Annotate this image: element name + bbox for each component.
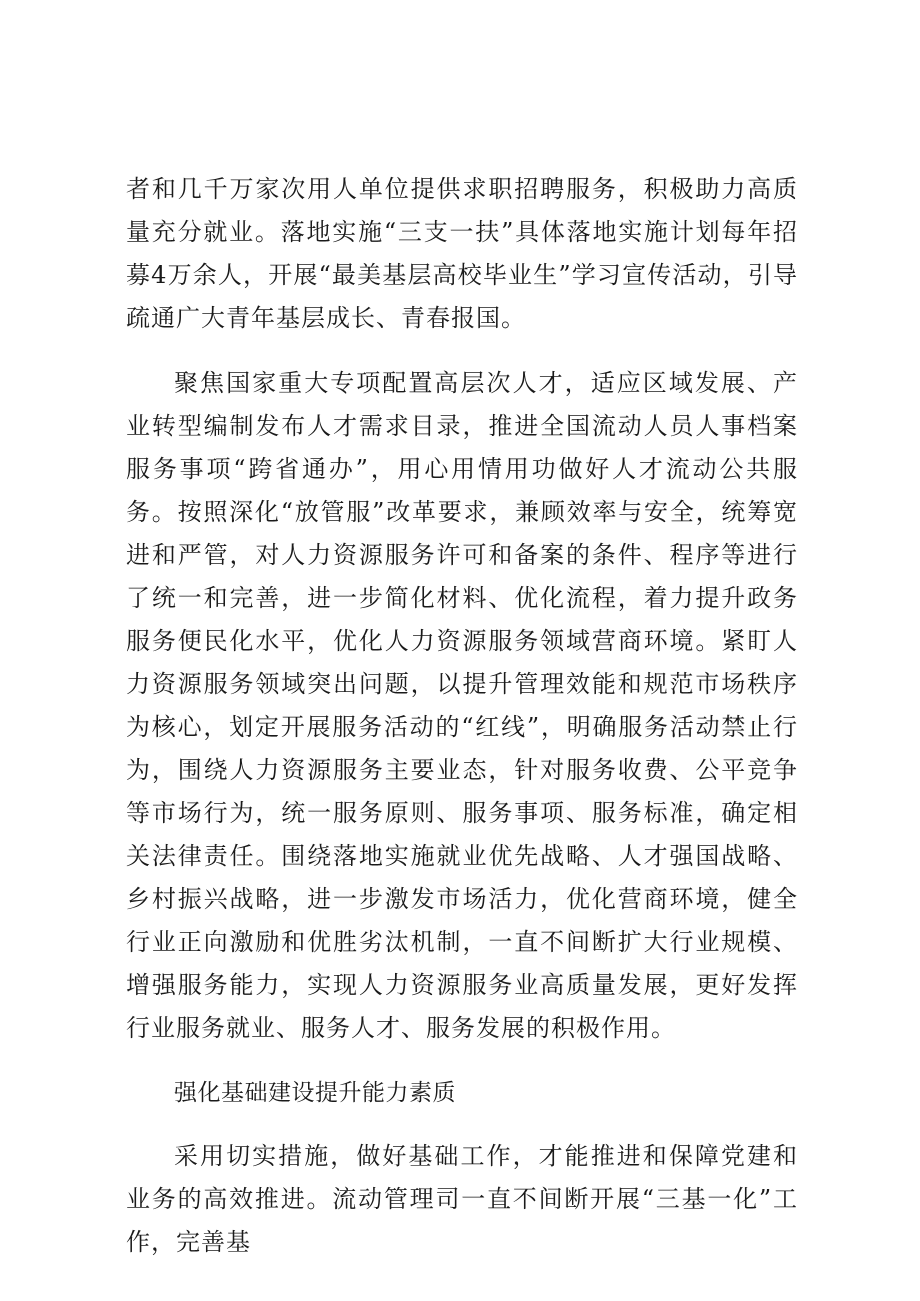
paragraph-foundation-work: 采用切实措施，做好基础工作，才能推进和保障党建和业务的高效推进。流动管理司一直不间断开展“三基一化”工作，完善基 [126, 1142, 798, 1256]
paragraph-talent-services: 聚焦国家重大专项配置高层次人才，适应区域发展、产业转型编制发布人才需求目录，推进全国流动人员人事档案服务事项“跨省通办”，用心用情用功做好人才流动公共服务。按照深化“放管服”改革要求，兼顾效率与安全，统筹宽进和严管，对人力资源服务许可和备案的条件、程序等进行了统一和完善，进一步简化材料、优化流程，着力提升政务服务便民化水平，优化人力资源服务领域营商环境。紧盯人力资源服务领域突出问题，以提升管理效能和规范市场秩序为核心，划定开展服务活动的“红线”，明确服务活动禁止行为，围绕人力资源服务主要业态，针对服务收费、公平竞争等市场行为，统一服务原则、服务事项、服务标准，确定相关法律责任。围绕落地实施就业优先战略、人才强国战略、乡村振兴战略，进一步激发市场活力，优化营商环境，健全行业正向激励和优胜劣汰机制，一直不间断扩大行业规模、增强服务能力，实现人力资源服务业高质量发展，更好发挥行业服务就业、服务人才、服务发展的积极作用。 [126, 369, 798, 1042]
paragraph-continuation: 者和几千万家次用人单位提供求职招聘服务，积极助力高质量充分就业。落地实施“三支一扶”具体落地实施计划每年招募4万余人，开展“最美基层高校毕业生”学习宣传活动，引导疏通广大青年基层成长、青春报国。 [126, 175, 798, 332]
document-body [126, 168, 798, 1286]
section-heading: 强化基础建设提升能力素质 [174, 1080, 456, 1106]
